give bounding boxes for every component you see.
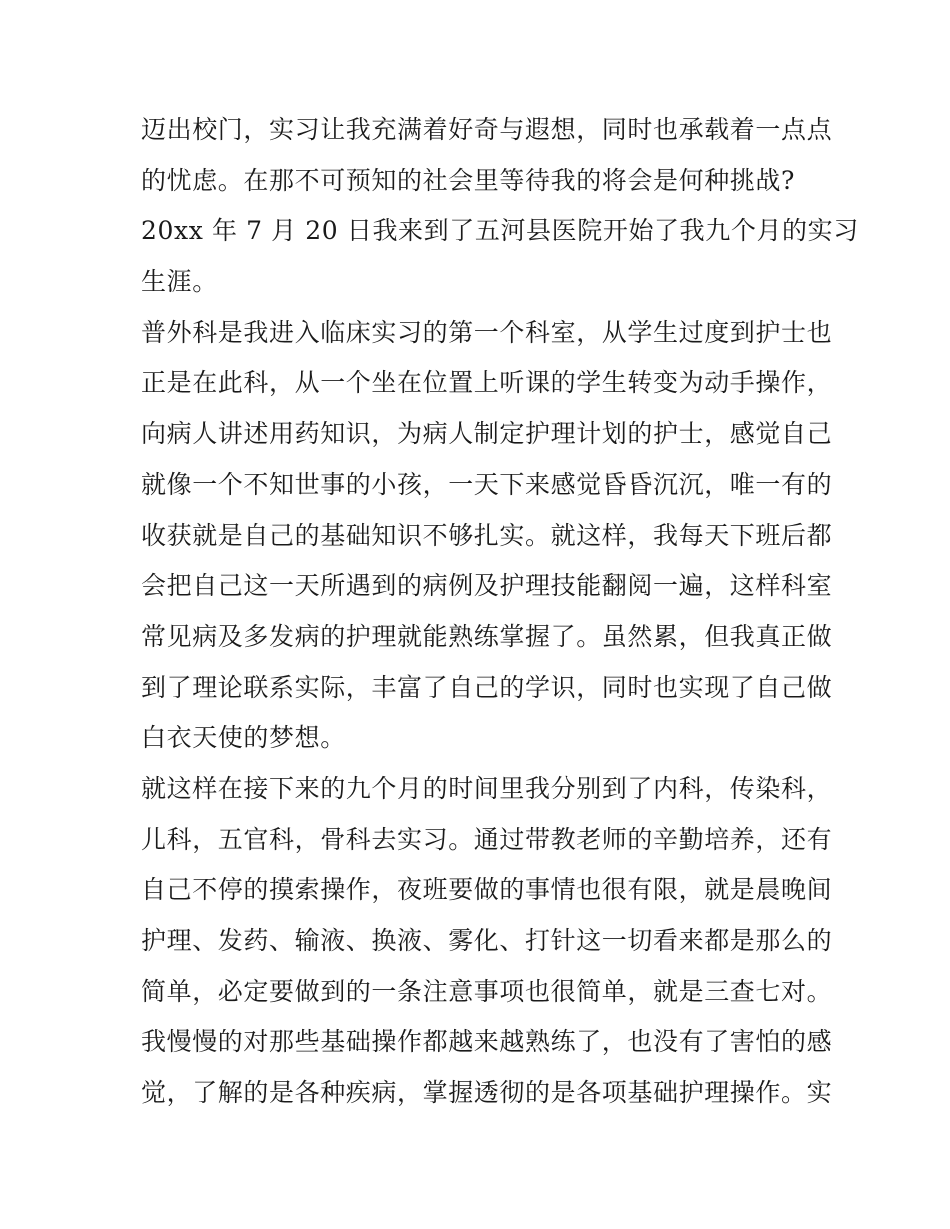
text-line: 白衣天使的梦想。 bbox=[141, 723, 346, 753]
text-line: 会把自己这一天所遇到的病例及护理技能翻阅一遍，这样科室 bbox=[141, 571, 833, 601]
text-line: 我慢慢的对那些基础操作都越来越熟练了，也没有了害怕的感 bbox=[141, 1027, 833, 1057]
text-line: 就像一个不知世事的小孩，一天下来感觉昏昏沉沉，唯一有的 bbox=[141, 469, 833, 499]
text-line: 正是在此科，从一个坐在位置上听课的学生转变为动手操作， bbox=[141, 368, 833, 398]
body-text bbox=[141, 105, 859, 1119]
text-line: 儿科，五官科，骨科去实习。通过带教老师的辛勤培养，还有 bbox=[141, 824, 833, 854]
text-line: 自己不停的摸索操作，夜班要做的事情也很有限，就是晨晚间 bbox=[141, 875, 833, 905]
text-line: 常见病及多发病的护理就能熟练掌握了。虽然累，但我真正做 bbox=[141, 621, 833, 651]
text-line: 普外科是我进入临床实习的第一个科室，从学生过度到护士也 bbox=[141, 317, 833, 347]
text-line: 收获就是自己的基础知识不够扎实。就这样，我每天下班后都 bbox=[141, 520, 833, 550]
text-line: 20xx 年 7 月 20 日我来到了五河县医院开始了我九个月的实习 bbox=[141, 216, 859, 246]
text-line: 向病人讲述用药知识，为病人制定护理计划的护士，感觉自己 bbox=[141, 419, 833, 449]
text-line: 的忧虑。在那不可预知的社会里等待我的将会是何种挑战? bbox=[141, 165, 796, 195]
text-line: 护理、发药、输液、换液、雾化、打针这一切看来都是那么的 bbox=[141, 926, 833, 955]
text-line: 觉，了解的是各种疾病，掌握透彻的是各项基础护理操作。实 bbox=[141, 1078, 833, 1108]
text-line: 到了理论联系实际，丰富了自己的学识，同时也实现了自己做 bbox=[141, 672, 833, 702]
text-line: 生涯。 bbox=[141, 267, 218, 297]
text-line: 就这样在接下来的九个月的时间里我分别到了内科，传染科， bbox=[141, 773, 833, 803]
text-line: 迈出校门，实习让我充满着好奇与遐想，同时也承载着一点点 bbox=[141, 115, 833, 144]
text-line: 简单，必定要做到的一条注意事项也很简单，就是三查七对。 bbox=[141, 976, 833, 1006]
